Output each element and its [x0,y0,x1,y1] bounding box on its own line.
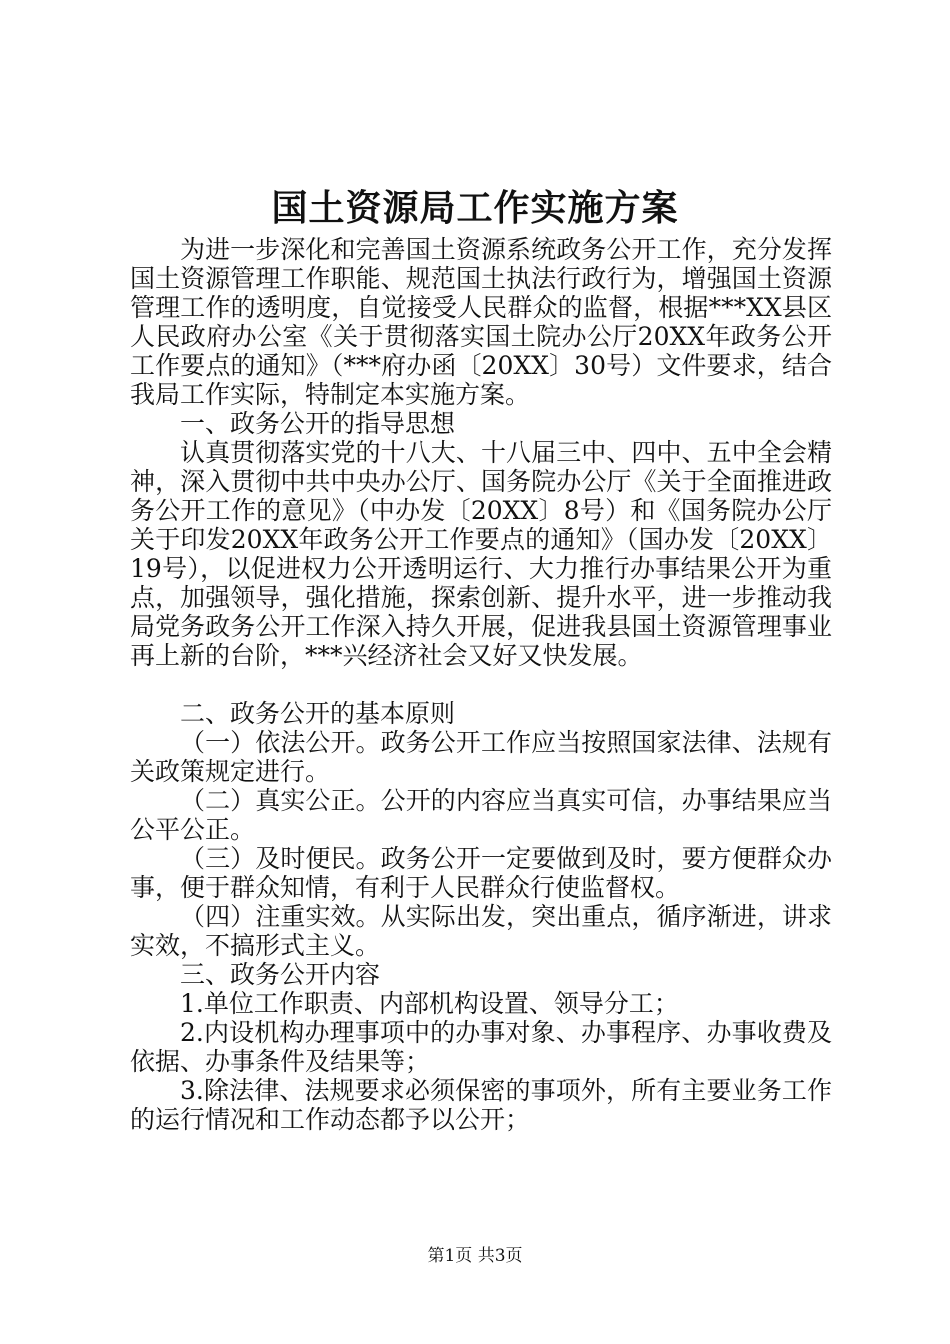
section-heading-3: 三、政务公开内容 [180,960,381,989]
content-item-1: 1.单位工作职责、内部机构设置、领导分工； [180,989,679,1018]
content-item-3: 3.除法律、法规要求必须保密的事项外，所有主要业务工作的运行情况和工作动态都予以公开； [130,1076,832,1134]
content-item-2: 2.内设机构办理事项中的办事对象、办事程序、办事收费及依据、办事条件及结果等； [130,1018,832,1076]
principle-item-1: （一）依法公开。政务公开工作应当按照国家法律、法规有关政策规定进行。 [130,728,832,786]
document-title: 国土资源局工作实施方案 [271,187,679,229]
principle-item-4: （四）注重实效。从实际出发，突出重点，循序渐进，讲求实效，不搞形式主义。 [130,902,832,960]
page-indicator: 第1页 共3页 [427,1246,523,1266]
intro-paragraph: 为进一步深化和完善国土资源系统政务公开工作，充分发挥国土资源管理工作职能、规范国土执法行政行为，增强国土资源管理工作的透明度，自觉接受人民群众的监督，根据***XX县区人民政府办公室《关于贯彻落实国土院办公厅20XX年政务公开工作要点的通知》（***府办函〔20XX〕30号）文件要求，结合我局工作实际，特制定本实施方案。 [130,235,832,409]
section-heading-1: 一、政务公开的指导思想 [180,409,456,438]
section-heading-2: 二、政务公开的基本原则 [180,699,456,728]
document-body [130,235,832,1134]
principle-item-3: （三）及时便民。政务公开一定要做到及时，要方便群众办事，便于群众知情，有利于人民群众行使监督权。 [130,844,832,902]
guiding-thought-paragraph: 认真贯彻落实党的十八大、十八届三中、四中、五中全会精神，深入贯彻中共中央办公厅、国务院办公厅《关于全面推进政务公开工作的意见》（中办发〔20XX〕8号）和《国务院办公厅关于印发20XX年政务公开工作要点的通知》（国办发〔20XX〕19号），以促进权力公开透明运行、大力推行办事结果公开为重点，加强领导，强化措施，探索创新、提升水平，进一步推动我局党务政务公开工作深入持久开展，促进我县国土资源管理事业再上新的台阶，***兴经济社会又好又快发展。 [130,438,832,670]
principle-item-2: （二）真实公正。公开的内容应当真实可信，办事结果应当公平公正。 [130,786,832,844]
